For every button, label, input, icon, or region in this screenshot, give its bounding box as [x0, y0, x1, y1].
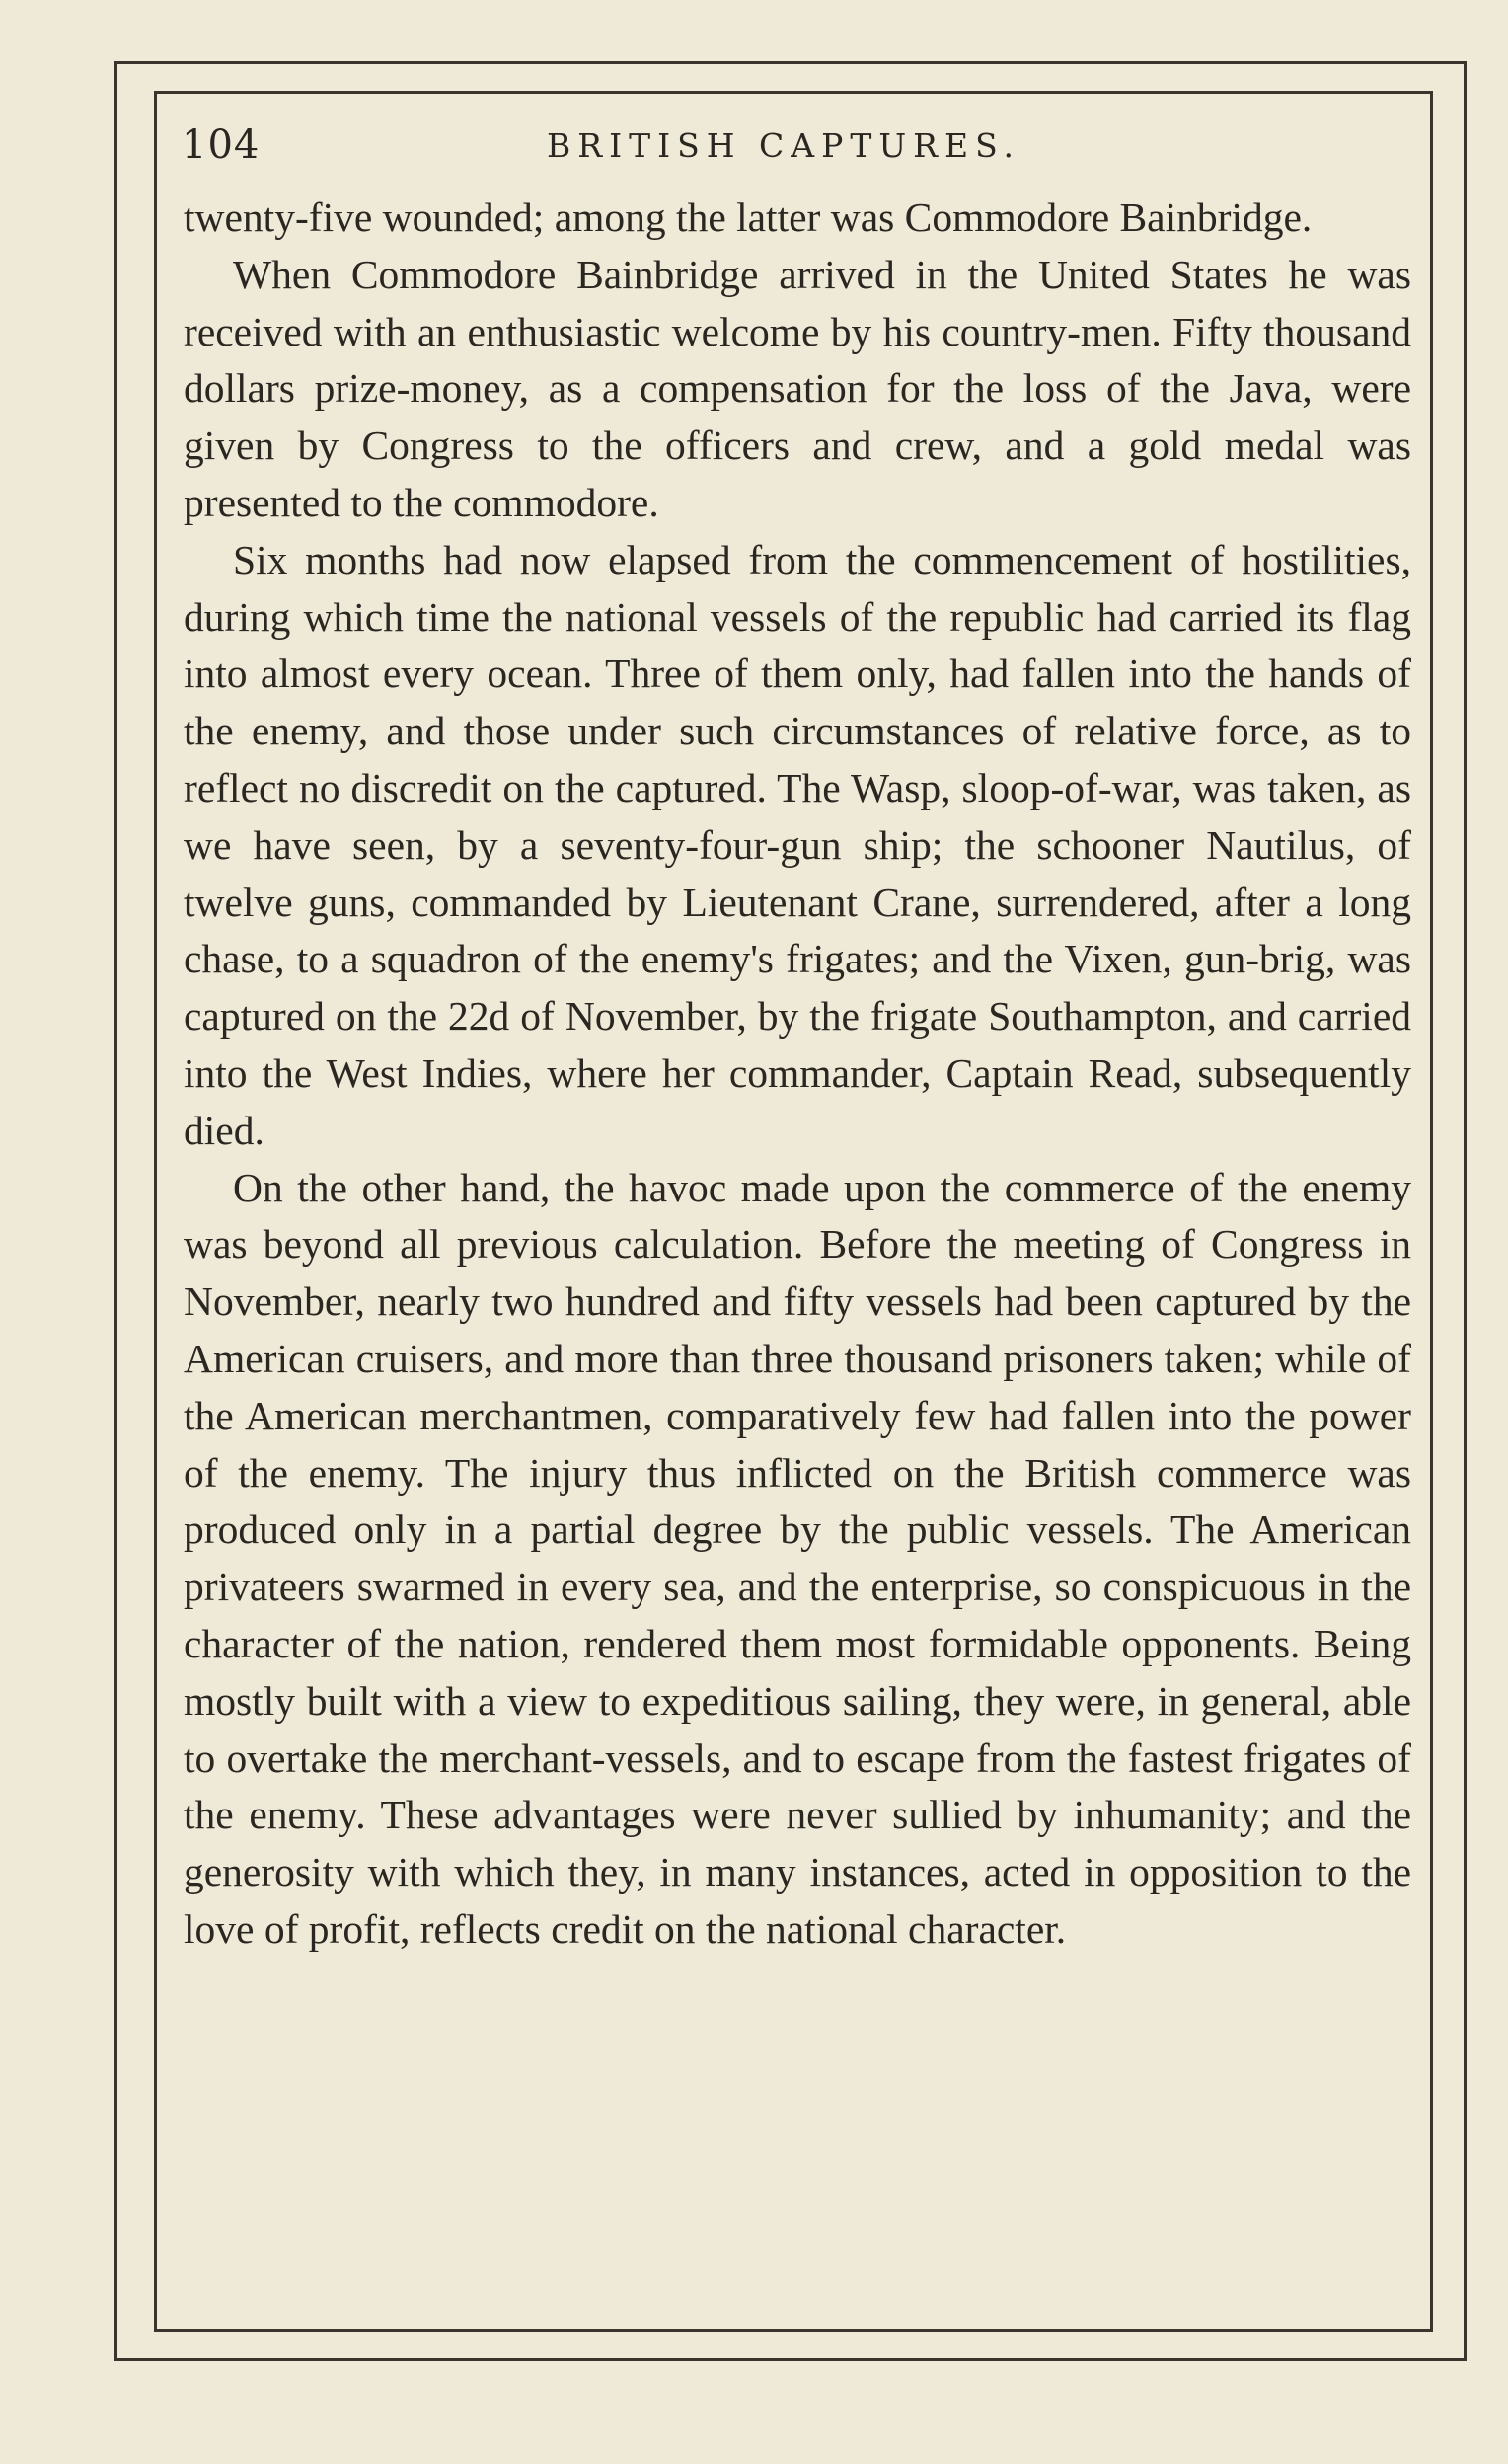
paragraph-bainbridge-welcome: When Commodore Bainbridge arrived in the United States he was received with an enthusiastic welcome by his country-men. Fifty thousand dollars prize-money, as a compensation for the loss of the Java, were given by Congress to the officers and crew, and a gold medal was presented to the commodore.	[184, 251, 1411, 525]
paragraph-continuation: twenty-five wounded; among the latter was Commodore Bainbridge.	[184, 194, 1313, 240]
body-text	[184, 190, 1411, 1959]
paragraph-havoc-commerce: On the other hand, the havoc made upon the commerce of the enemy was beyond all previous calculation. Before the meeting of Congress in November, nearly two hundred and fifty vessels had been captured by the American cruisers, and more than three thousand prisoners taken; while of the American merchantmen, comparatively few had fallen into the power of the enemy. The injury thus inflicted on the British commerce was produced only in a partial degree by the public vessels. The American privateers swarmed in every sea, and the enterprise, so conspicuous in the character of the nation, rendered them most formidable opponents. Being mostly built with a view to expeditious sailing, they were, in general, able to overtake the merchant-vessels, and to escape from the fastest frigates of the enemy. These advantages were never sullied by inhumanity; and the generosity with which they, in many instances, acted in opposition to the love of profit, reflects credit on the national character.	[184, 1164, 1411, 1952]
paragraph-six-months: Six months had now elapsed from the commencement of hostilities, during which time the national vessels of the republic had carried its flag into almost every ocean. Three of them only, had fallen into the hands of the enemy, and those under such circumstances of relative force, as to reflect no discredit on the captured. The Wasp, sloop-of-war, was taken, as we have seen, by a seventy-four-gun ship; the schooner Nautilus, of twelve guns, commanded by Lieutenant Crane, surrendered, after a long chase, to a squadron of the enemy's frigates; and the Vixen, gun-brig, was captured on the 22d of November, by the frigate Southampton, and carried into the West Indies, where her commander, Captain Read, subsequently died.	[184, 536, 1411, 1153]
page-header	[182, 116, 1405, 176]
running-head: BRITISH CAPTURES.	[547, 126, 1021, 165]
page-number: 104	[182, 122, 261, 168]
